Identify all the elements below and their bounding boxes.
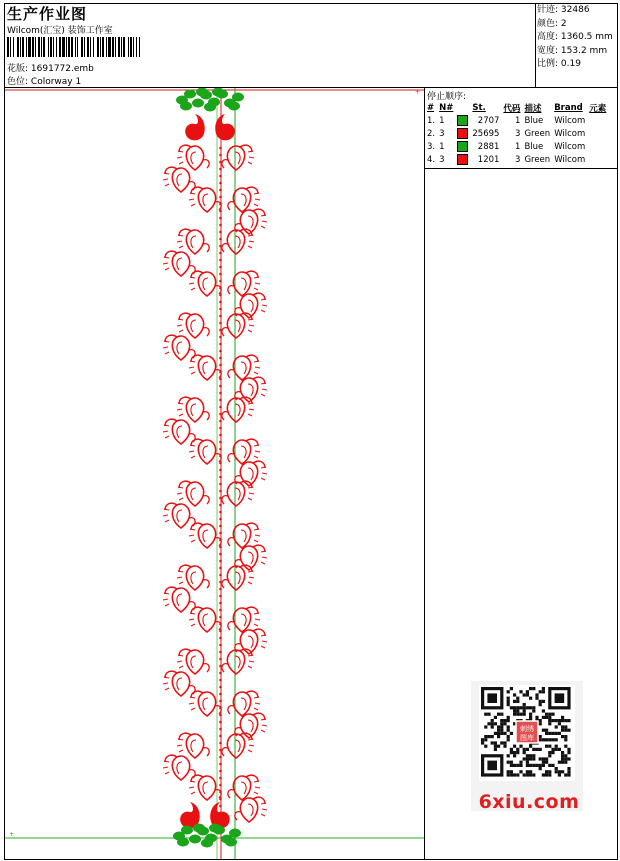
paisley-leaf-motif [228, 523, 260, 548]
paisley-leaf-motif [177, 229, 209, 254]
table-row: 4. 3 1201 3 Green Wilcom [427, 154, 586, 165]
stat-colors: 颜色: 2 [537, 18, 567, 29]
col-needle: N# [439, 102, 454, 113]
svg-text:+: + [9, 831, 15, 838]
color-swatch [457, 154, 468, 165]
design-stats [537, 4, 617, 72]
watermark-site: 6xiu.com [478, 791, 580, 813]
svg-text:+: + [415, 89, 421, 96]
stat-stitches: 针迹: 32486 [537, 5, 590, 15]
col-element: 元素 [589, 103, 607, 114]
paisley-leaf-motif [163, 755, 195, 780]
colorway-label: 色位: [7, 77, 29, 87]
paisley-leaf-motif [163, 671, 195, 696]
barcode-icon [7, 37, 140, 57]
col-swatch [455, 101, 470, 114]
stop-sequence-table [425, 101, 608, 166]
stat-height: 高度: 1360.5 mm [537, 32, 613, 42]
sheet-divider [424, 87, 425, 860]
paisley-leaf-motif [163, 167, 195, 192]
paisley-leaf-motif [163, 251, 195, 276]
paisley-leaf-motif [163, 335, 195, 360]
col-brand: Brand [554, 102, 583, 113]
paisley-leaf-motif [228, 355, 260, 380]
color-swatch [457, 128, 468, 139]
embroidery-design-preview [5, 88, 424, 859]
company-name: Wilcom(汇宝) 装饰工作室 [7, 26, 113, 36]
col-index: # [427, 102, 435, 113]
red-paisley-motif [215, 114, 235, 140]
design-value: 1691772.emb [30, 64, 94, 74]
paisley-leaf-motif [177, 565, 209, 590]
paisley-leaf-motif [189, 187, 221, 212]
table-divider [424, 168, 618, 169]
paisley-leaf-motif [228, 439, 260, 464]
paisley-leaf-motif [163, 419, 195, 444]
paisley-leaf-motif [163, 503, 195, 528]
paisley-leaf-motif [177, 649, 209, 674]
stat-scale: 比例: 0.19 [537, 59, 581, 69]
col-description: 描述 [524, 103, 542, 114]
table-header-row [425, 101, 608, 114]
paisley-leaf-motif [177, 733, 209, 758]
paisley-leaf-motif [189, 523, 221, 548]
paisley-leaf-motif [228, 775, 260, 800]
seal-text: 图库 [520, 734, 534, 742]
design-line [7, 61, 94, 74]
colorway-line [7, 74, 81, 87]
colorway-value: Colorway 1 [30, 77, 82, 87]
seal-text: 刺绣 [520, 725, 534, 733]
table-row: 1. 1 2707 1 Blue Wilcom [427, 115, 586, 126]
stat-width: 宽度: 153.2 mm [537, 45, 608, 56]
paisley-leaf-motif [189, 775, 221, 800]
col-code: 代码 [503, 103, 521, 114]
design-label: 花版: [7, 64, 29, 74]
paisley-leaf-motif [177, 481, 209, 506]
color-swatch [457, 141, 468, 152]
paisley-leaf-motif [177, 397, 209, 422]
green-leaf-cluster [173, 824, 241, 848]
paisley-leaf-motif [189, 607, 221, 632]
stop-sequence-title: 停止顺序: [427, 92, 467, 102]
paisley-leaf-motif [228, 691, 260, 716]
page-title: 生产作业图 [7, 5, 88, 23]
paisley-leaf-motif [228, 271, 260, 296]
embroidery-motifs [163, 88, 267, 848]
paisley-leaf-motif [189, 355, 221, 380]
paisley-leaf-motif [228, 187, 260, 212]
paisley-leaf-motif [189, 439, 221, 464]
paisley-leaf-motif [235, 797, 267, 822]
paisley-leaf-motif [177, 313, 209, 338]
paisley-leaf-motif [189, 691, 221, 716]
paisley-leaf-motif [189, 271, 221, 296]
paisley-leaf-motif [163, 587, 195, 612]
red-paisley-motif [185, 114, 205, 140]
color-swatch [457, 115, 468, 126]
green-leaf-cluster [176, 88, 244, 112]
paisley-leaf-motif [222, 145, 254, 170]
table-row: 2. 3 25695 3 Green Wilcom [427, 128, 586, 139]
paisley-leaf-motif [177, 145, 209, 170]
table-row: 3. 1 2881 1 Blue Wilcom [427, 141, 586, 152]
paisley-leaf-motif [228, 607, 260, 632]
col-stitches: St. [472, 102, 486, 113]
